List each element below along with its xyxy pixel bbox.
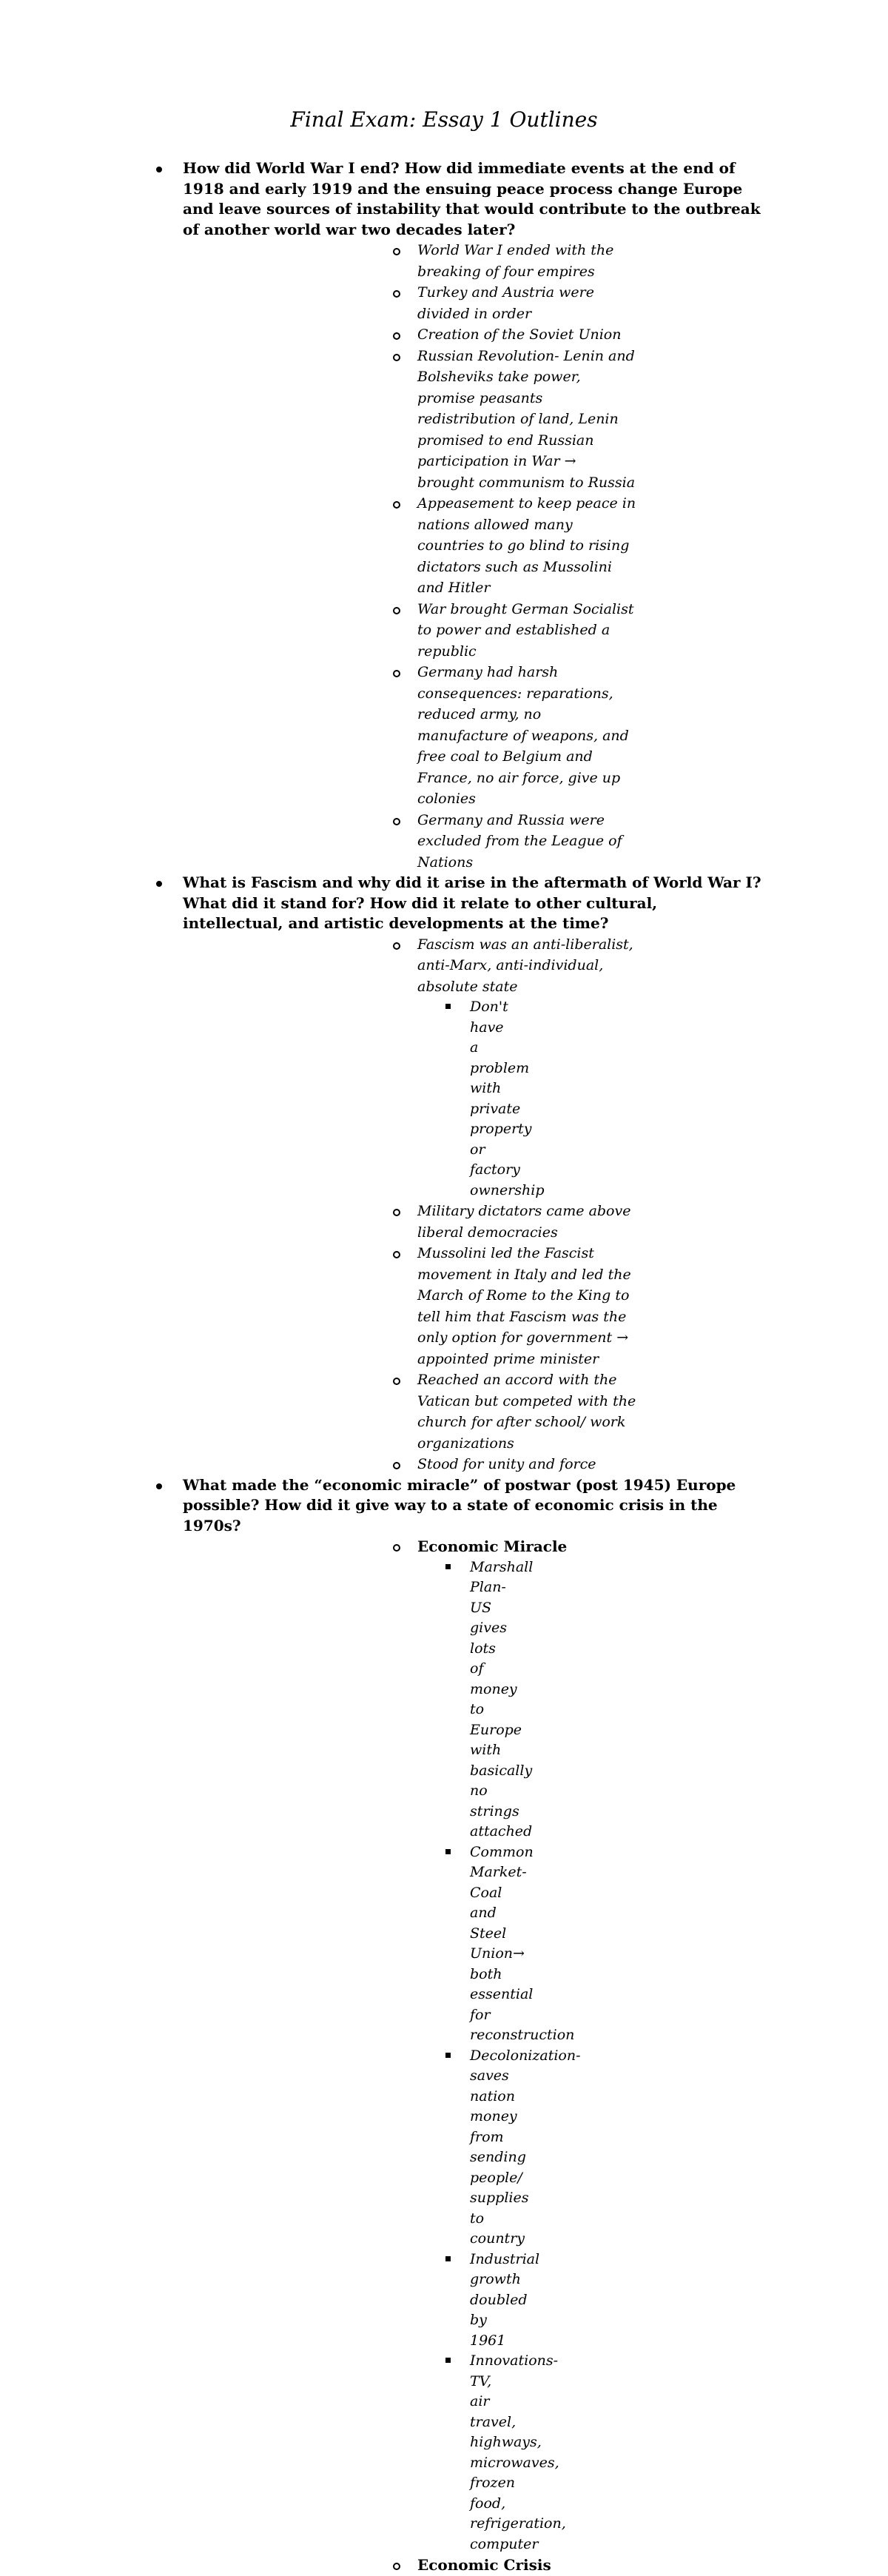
answer-item	[183, 240, 762, 282]
answer-text: Turkey and Austria were divided in order	[417, 284, 594, 322]
square-bullet-icon	[445, 1849, 451, 1854]
answer-text: War brought German Socialist to power and established a republic	[417, 600, 634, 660]
circle-bullet-icon	[393, 332, 400, 340]
answer-item	[183, 324, 762, 346]
detail-item	[470, 1557, 636, 1842]
square-bullet-icon	[445, 2053, 451, 2058]
square-bullet-icon	[445, 1004, 451, 1009]
bullet-icon	[156, 167, 162, 172]
detail-item	[470, 1842, 636, 2046]
circle-bullet-icon	[393, 1378, 400, 1385]
circle-bullet-icon	[393, 607, 400, 614]
bullet-icon	[156, 1483, 162, 1489]
answer-item	[183, 1201, 762, 1243]
circle-bullet-icon	[393, 501, 400, 509]
answer-item	[183, 1369, 762, 1454]
question-text: What made the “economic miracle” of postwar (post 1945) Europe possible? How did it give way to a state of economic crisis in the 1970s?	[183, 1475, 736, 1534]
detail-item	[470, 2250, 636, 2352]
square-bullet-icon	[445, 1564, 451, 1569]
circle-bullet-icon	[393, 942, 400, 950]
circle-bullet-icon	[393, 290, 400, 298]
answer-list	[183, 934, 762, 1475]
answer-heading-text: Economic Crisis	[417, 2556, 551, 2574]
answer-item	[183, 810, 762, 873]
circle-bullet-icon	[393, 354, 400, 361]
detail-text: Don't have a problem with private property or factory ownership	[470, 999, 545, 1198]
bullet-icon	[156, 881, 162, 887]
square-bullet-icon	[445, 2256, 451, 2261]
question-text: What is Fascism and why did it arise in the aftermath of World War I? What did it stand for? How did it relate to other cultural, intellectual, and artistic developments at the time?	[183, 873, 761, 932]
detail-item	[470, 997, 636, 1201]
circle-bullet-icon	[393, 670, 400, 677]
answer-item	[183, 599, 762, 663]
circle-bullet-icon	[393, 2563, 400, 2570]
answer-item	[183, 934, 762, 1201]
answer-text: Reached an accord with the Vatican but competed with the church for after school/ work organizations	[417, 1372, 636, 1452]
answer-item	[183, 493, 762, 599]
question-text: How did World War I end? How did immediate events at the end of 1918 and early 1919 and the ensuing peace process change Europe and leave sources of instability that would contribute to the outbreak of another world war two decades later?	[183, 159, 761, 238]
answer-heading	[183, 2555, 762, 2576]
answer-text: Germany had harsh consequences: reparations, reduced army, no manufacture of weapons, and free coal to Belgium and France, no air force, give up colonies	[417, 664, 629, 807]
answer-text: Stood for unity and force	[417, 1456, 596, 1472]
answer-heading-text: Economic Miracle	[417, 1537, 568, 1555]
detail-item	[470, 2351, 636, 2555]
circle-bullet-icon	[393, 248, 400, 255]
question-item	[0, 1475, 888, 2576]
answer-item	[183, 282, 762, 324]
detail-text: Innovations- TV, air travel, highways, microwaves, frozen food, refrigeration, computer	[470, 2352, 566, 2552]
circle-bullet-icon	[393, 818, 400, 825]
circle-bullet-icon	[393, 1251, 400, 1258]
page-title: Final Exam: Essay 1 Outlines	[290, 107, 598, 132]
answer-item	[183, 662, 762, 810]
answer-text: Fascism was an anti-liberalist, anti-Marx, anti-individual, absolute state	[417, 936, 633, 995]
square-bullet-icon	[445, 2358, 451, 2363]
question-item	[0, 158, 888, 873]
answer-text: Appeasement to keep peace in nations allowed many countries to go blind to rising dictators such as Mussolini and Hitler	[417, 495, 636, 596]
answer-item	[183, 346, 762, 494]
detail-text: Marshall Plan- US gives lots of money to Europe with basically no strings attached	[470, 1558, 534, 1839]
circle-bullet-icon	[393, 1544, 400, 1552]
answer-text: World War I ended with the breaking of four empires	[417, 242, 614, 280]
answer-text: Russian Revolution- Lenin and Bolsheviks take power, promise peasants redistribution of land, Lenin promised to end Russian participation in War → brought communism to Russia	[417, 347, 636, 491]
circle-bullet-icon	[393, 1209, 400, 1216]
detail-text: Common Market- Coal and Steel Union→ both essential for reconstruction	[470, 1843, 575, 2043]
answer-item	[183, 1454, 762, 1475]
detail-item	[470, 2046, 636, 2250]
circle-bullet-icon	[393, 1462, 400, 1469]
answer-item	[183, 1243, 762, 1369]
answer-text: Military dictators came above liberal democracies	[417, 1203, 631, 1241]
outline-list	[0, 158, 888, 2576]
answer-list	[183, 1536, 762, 2576]
detail-list	[417, 997, 636, 1201]
answer-heading	[183, 1536, 762, 2555]
answer-list	[183, 240, 762, 873]
answer-text: Germany and Russia were excluded from the League of Nations	[417, 811, 622, 871]
answer-text: Creation of the Soviet Union	[417, 326, 622, 343]
answer-text: Mussolini led the Fascist movement in Italy and led the March of Rome to the King to tell him that Fascism was the only option for government → appointed prime minister	[417, 1245, 631, 1367]
question-item	[0, 873, 888, 1475]
detail-text: Industrial growth doubled by 1961	[470, 2250, 540, 2349]
detail-text: Decolonization- saves nation money from sending people/ supplies to country	[470, 2047, 581, 2247]
detail-list	[417, 1557, 636, 2555]
